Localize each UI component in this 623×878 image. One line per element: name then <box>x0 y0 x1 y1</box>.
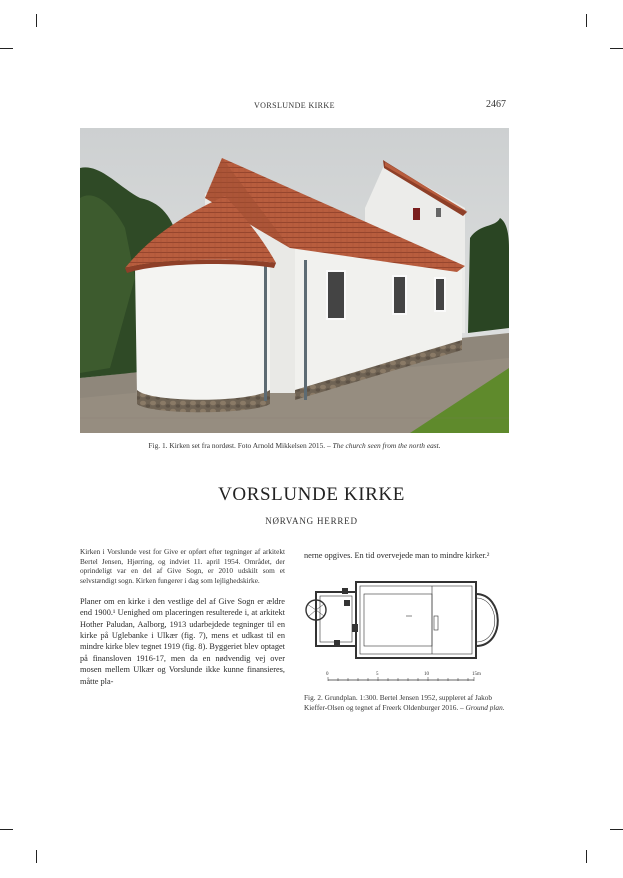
church-photo <box>80 128 509 433</box>
crop-mark-bottom-left-h <box>0 829 13 830</box>
figure-1-caption-main: Fig. 1. Kirken set fra nordøst. Foto Arnold Mikkelsen 2015. – <box>148 441 333 450</box>
body-paragraph: Planer om en kirke i den vestlige del af Give Sogn er ældre end 1900.¹ Uenighed om placeringen resulterede i, at arkitekt Hother Paludan, Aalborg, 1913 udarbejdede tegninger til en kirke på Uglebanke i Ulkær (fig. 7), mens et udkast til en mindre kirke blev tegnet 1919 (fig. 8). Byggeriet blev optaget på finansloven 1916-17, men da en nødvendig vej over mosen mellem Ulkær og Vorslunde ikke kunne finansieres, måtte pla- <box>80 596 285 686</box>
crop-mark-bottom-right-h <box>610 829 623 830</box>
article-title: VORSLUNDE KIRKE <box>218 484 405 505</box>
intro-paragraph: Kirken i Vorslunde vest for Give er opført efter tegninger af arkitekt Bertel Jensen, Hjørring, og indviet 11. april 1954. Området, der oprindeligt var en del af Give Sogn, er 2010 udskilt som et selvstændigt sogn. Kirken fungerer i dag som lejlighedskirke. <box>80 547 285 586</box>
figure-2-caption-english: Ground plan. <box>465 702 505 712</box>
page-number: 2467 <box>486 99 506 110</box>
crop-mark-top-left-h <box>0 48 13 49</box>
scale-label-15m: 15m <box>472 672 481 677</box>
figure-1-caption-english: The church seen from the north east. <box>332 441 441 450</box>
crop-mark-bottom-right <box>586 850 587 863</box>
figure-2-caption <box>304 693 509 712</box>
crop-mark-top-right <box>586 14 587 27</box>
crop-mark-bottom-left <box>36 850 37 863</box>
scale-label-10: 10 <box>424 672 429 677</box>
running-head: VORSLUNDE KIRKE <box>254 101 335 110</box>
ground-plan-drawing <box>304 580 509 685</box>
figure-2-caption-main: Fig. 2. Grundplan. 1:300. Bertel Jensen 1952, suppleret af Jakob Kieffer-Olsen og tegnet af Freerk Oldenburger 2016. – <box>304 693 493 712</box>
figure-1-caption <box>80 441 509 450</box>
right-column <box>304 550 509 561</box>
scale-label-0: 0 <box>326 672 329 677</box>
left-column <box>80 547 285 687</box>
article-subtitle: NØRVANG HERRED <box>265 516 358 526</box>
continued-paragraph: nerne opgives. En tid overvejede man to mindre kirker.² <box>304 551 490 560</box>
crop-mark-top-right-h <box>610 48 623 49</box>
scale-label-5: 5 <box>376 672 379 677</box>
crop-mark-top-left <box>36 14 37 27</box>
